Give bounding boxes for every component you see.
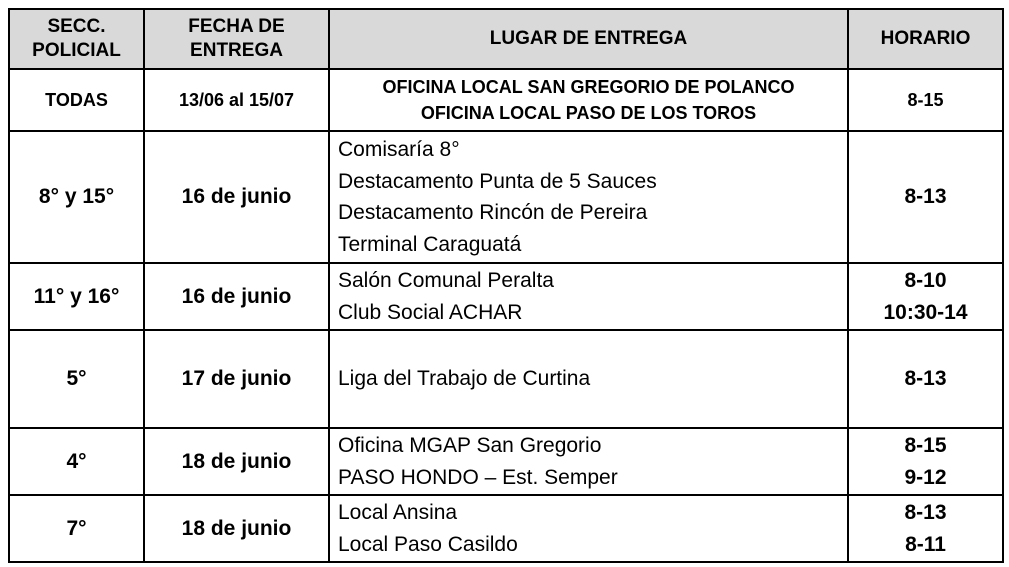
lugar-cell [329, 263, 848, 330]
fecha-cell: 16 de junio [144, 263, 329, 330]
lugar-line: Local Ansina [338, 501, 458, 524]
seccion-cell: 7° [9, 495, 144, 562]
horario-cell [848, 428, 1003, 495]
horario-cell [848, 330, 1003, 428]
table-row [9, 131, 1003, 263]
table-row [9, 495, 1003, 562]
seccion-cell: 11° y 16° [9, 263, 144, 330]
horario-cell [848, 495, 1003, 562]
fecha-cell: 18 de junio [144, 428, 329, 495]
table-body [9, 69, 1003, 562]
horario-line: 8-13 [904, 185, 947, 209]
horario-line: 8-15 [907, 89, 944, 110]
lugar-line: Liga del Trabajo de Curtina [338, 367, 591, 391]
lugar-line: Terminal Caraguatá [338, 232, 522, 256]
horario-line: 9-12 [904, 465, 947, 489]
seccion-cell: 8° y 15° [9, 131, 144, 263]
table-row [9, 428, 1003, 495]
horario-line: 8-15 [904, 434, 947, 457]
header-fecha-line-1: FECHA DE [188, 16, 285, 37]
lugar-cell [329, 69, 848, 131]
horario-line: 8-13 [904, 501, 947, 524]
table-row [9, 69, 1003, 131]
fecha-cell: 17 de junio [144, 330, 329, 428]
fecha-cell: 18 de junio [144, 495, 329, 562]
delivery-schedule-table [8, 8, 1004, 563]
header-secc-line-2: POLICIAL [32, 40, 121, 61]
horario-line: 8-13 [904, 367, 947, 391]
seccion-cell: 4° [9, 428, 144, 495]
lugar-line: PASO HONDO – Est. Semper [338, 465, 618, 489]
horario-line: 8-11 [905, 532, 946, 556]
header-secc-line-1: SECC. [47, 16, 106, 37]
horario-cell [848, 131, 1003, 263]
header-fecha-entrega [144, 9, 329, 69]
seccion-cell: TODAS [9, 69, 144, 131]
header-row [9, 9, 1003, 69]
lugar-line: Comisaría 8° [338, 138, 460, 161]
header-horario: HORARIO [848, 9, 1003, 69]
lugar-cell [329, 495, 848, 562]
lugar-cell [329, 131, 848, 263]
table-row [9, 330, 1003, 428]
table-header [9, 9, 1003, 69]
horario-cell [848, 263, 1003, 330]
seccion-cell: 5° [9, 330, 144, 428]
header-seccion-policial [9, 9, 144, 69]
table-row [9, 263, 1003, 330]
lugar-cell [329, 330, 848, 428]
lugar-cell [329, 428, 848, 495]
horario-cell [848, 69, 1003, 131]
lugar-line: Destacamento Punta de 5 Sauces [338, 169, 657, 193]
lugar-line: OFICINA LOCAL PASO DE LOS TOROS [420, 103, 757, 123]
lugar-line: OFICINA LOCAL SAN GREGORIO DE POLANCO [382, 77, 795, 97]
header-lugar-entrega: LUGAR DE ENTREGA [329, 9, 848, 69]
lugar-line: Destacamento Rincón de Pereira [338, 201, 648, 224]
lugar-line: Local Paso Casildo [338, 532, 518, 556]
lugar-line: Club Social ACHAR [338, 300, 523, 324]
lugar-line: Oficina MGAP San Gregorio [338, 434, 602, 457]
lugar-line: Salón Comunal Peralta [338, 269, 554, 292]
fecha-cell: 13/06 al 15/07 [144, 69, 329, 131]
horario-line: 10:30-14 [883, 300, 968, 324]
fecha-cell: 16 de junio [144, 131, 329, 263]
header-fecha-line-2: ENTREGA [190, 40, 283, 61]
horario-line: 8-10 [904, 269, 947, 292]
